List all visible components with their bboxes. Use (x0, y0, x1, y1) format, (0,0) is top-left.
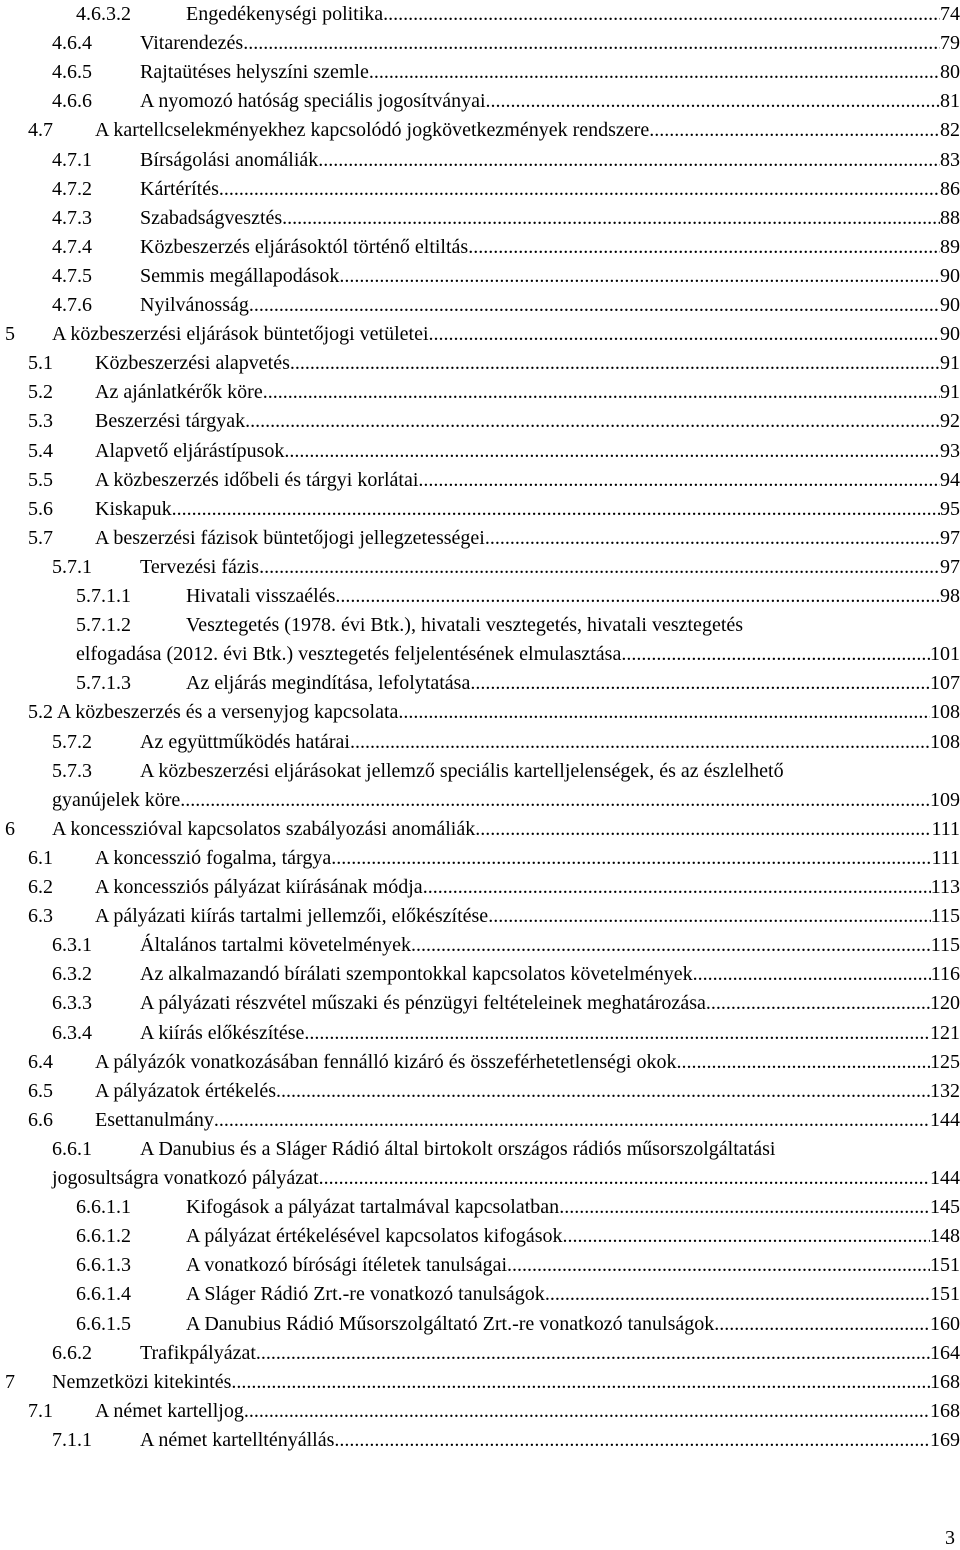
toc-page-number: 88 (940, 206, 960, 229)
toc-entry[interactable] (0, 669, 960, 698)
toc-number: 6.3 (28, 905, 53, 928)
toc-page-number: 91 (940, 352, 960, 375)
toc-title: Beszerzési tárgyak (95, 410, 246, 433)
toc-page-number: 120 (930, 992, 960, 1015)
toc-page-number: 98 (940, 585, 960, 607)
toc-number: 5.7 (28, 526, 53, 549)
toc-number: 6.6.1.4 (76, 1283, 131, 1306)
toc-title: 5.2 A közbeszerzés és a versenyjog kapcsolata (28, 701, 399, 724)
toc-leader-dots (180, 786, 930, 815)
toc-page-number: 93 (940, 439, 960, 462)
toc-title: A beszerzési fázisok büntetőjogi jellegzetességei (95, 526, 485, 549)
toc-title: gyanújelek köre (52, 788, 181, 811)
toc-leader-dots (331, 844, 931, 873)
toc-title: A közbeszerzés időbeli és tárgyi korlátai (95, 468, 419, 491)
toc-leader-dots (545, 1280, 930, 1309)
toc-page-number: 168 (930, 1399, 960, 1422)
toc-number: 4.7.5 (52, 264, 92, 287)
toc-entry[interactable] (0, 349, 960, 378)
toc-number: 6.6.1.2 (76, 1225, 131, 1248)
toc-title: Esettanulmány (95, 1108, 214, 1131)
toc-leader-dots (485, 524, 940, 553)
toc-title: A nyomozó hatóság speciális jogosítványai (140, 90, 486, 113)
toc-page-number: 107 (930, 672, 960, 695)
toc-title: Közbeszerzési alapvetés (95, 352, 290, 375)
toc-leader-dots (621, 640, 930, 669)
toc-page-number: 132 (930, 1079, 960, 1102)
toc-page-number: 90 (940, 294, 960, 316)
toc-title: A német kartelltényállás (140, 1428, 335, 1451)
toc-entry[interactable] (0, 524, 960, 553)
toc-number: 4.7.2 (52, 177, 92, 200)
toc-leader-dots (423, 873, 931, 902)
toc-title: A Danubius Rádió Műsorszolgáltató Zrt.-re vonatkozó tanulságok (186, 1312, 715, 1335)
toc-leader-dots (398, 698, 930, 727)
toc-title: A koncessziós pályázat kiírásának módja (95, 876, 423, 898)
toc-number: 5.1 (28, 352, 53, 375)
toc-leader-dots (256, 1339, 930, 1368)
toc-entry[interactable] (0, 931, 960, 960)
toc-entry[interactable] (0, 1310, 960, 1339)
toc-leader-dots (507, 1251, 930, 1280)
toc-entry[interactable] (0, 495, 960, 524)
toc-leader-dots (475, 815, 931, 844)
toc-page-number: 116 (930, 963, 960, 986)
toc-leader-dots (259, 553, 940, 582)
toc-leader-dots (676, 1048, 930, 1077)
toc-number: 5.7.1.2 (76, 614, 131, 637)
toc-page-number: 160 (930, 1312, 960, 1335)
toc-number: 6.6.1.3 (76, 1254, 131, 1277)
toc-number: 6.3.1 (52, 934, 92, 957)
toc-entry[interactable] (0, 1019, 960, 1048)
toc-number: 5.4 (28, 439, 53, 462)
toc-title: Kiskapuk (95, 497, 172, 520)
toc-page-number: 111 (931, 817, 960, 840)
toc-number: 6.6 (28, 1108, 53, 1131)
toc-entry[interactable] (0, 989, 960, 1018)
toc-entry[interactable] (0, 204, 960, 233)
toc-entry[interactable] (0, 175, 960, 204)
toc-title: A pályázati kiírás tartalmi jellemzői, előkészítése (95, 905, 489, 928)
toc-leader-dots (563, 1222, 930, 1251)
toc-entry[interactable] (0, 87, 960, 116)
toc-number: 4.7.3 (52, 206, 92, 229)
toc-entry[interactable] (0, 960, 960, 989)
toc-number: 4.7 (28, 119, 53, 142)
toc-leader-dots (276, 1077, 930, 1106)
toc-leader-dots (335, 582, 940, 611)
toc-title: Általános tartalmi követelmények (140, 934, 412, 957)
toc-number: 6.2 (28, 876, 53, 898)
toc-title: Alapvető eljárástípusok (95, 439, 285, 462)
toc-title: Hivatali visszaélés (186, 585, 336, 607)
toc-title: Engedékenységi politika (186, 3, 384, 25)
toc-number: 4.6.3.2 (76, 3, 131, 25)
toc-entry[interactable] (0, 728, 960, 757)
toc-title: Az együttműködés határai (140, 730, 350, 753)
toc-leader-dots (244, 1397, 930, 1426)
toc-title: Az ajánlatkérők köre (95, 381, 263, 404)
toc-number: 5.7.1.3 (76, 672, 131, 695)
toc-entry[interactable] (0, 698, 960, 727)
toc-page-number: 111 (931, 846, 960, 869)
toc-title: Nemzetközi kitekintés (52, 1370, 232, 1393)
toc-leader-dots (470, 669, 930, 698)
toc-title: A pályázatok értékelés (95, 1079, 277, 1102)
toc-page-number: 97 (940, 555, 960, 578)
toc-number: 4.6.5 (52, 61, 92, 84)
toc-title: Kártérítés (140, 177, 219, 200)
toc-entry[interactable] (0, 553, 960, 582)
toc-page-number: 92 (940, 410, 960, 433)
toc-leader-dots (486, 87, 941, 116)
toc-leader-dots (245, 407, 940, 436)
toc-leader-dots (383, 0, 940, 29)
toc-title: Semmis megállapodások (140, 264, 340, 287)
toc-page-number: 80 (940, 61, 960, 84)
toc-title: Rajtaütéses helyszíni szemle (140, 61, 369, 84)
toc-entry[interactable] (0, 1368, 960, 1397)
toc-leader-dots (219, 175, 940, 204)
toc-leader-dots (418, 466, 940, 495)
toc-entry[interactable] (0, 116, 960, 145)
toc-page-number: 113 (930, 876, 960, 898)
toc-number: 6.6.2 (52, 1341, 92, 1364)
toc-leader-dots (290, 349, 940, 378)
toc-title: Kifogások a pályázat tartalmával kapcsolatban (186, 1196, 560, 1219)
toc-title: Közbeszerzés eljárásoktól történő eltiltás (140, 235, 469, 258)
toc-entry[interactable] (0, 320, 960, 349)
toc-page-number: 90 (940, 323, 960, 346)
toc-entry[interactable] (0, 1077, 960, 1106)
toc-title: Az eljárás megindítása, lefolytatása (186, 672, 471, 695)
toc-number: 7.1 (28, 1399, 53, 1422)
toc-page-number: 169 (930, 1428, 960, 1451)
toc-title: A kartellcselekményekhez kapcsolódó jogkövetkezmények rendszere (95, 119, 650, 142)
toc-entry[interactable] (0, 437, 960, 466)
toc-number: 5.5 (28, 468, 53, 491)
toc-entry[interactable] (0, 1106, 960, 1135)
toc-number: 6.6.1.1 (76, 1196, 131, 1219)
toc-leader-dots (649, 116, 940, 145)
toc-page-number: 125 (930, 1050, 960, 1073)
toc-number: 6.1 (28, 846, 53, 869)
toc-entry[interactable] (0, 146, 960, 175)
toc-leader-dots (243, 29, 940, 58)
toc-title: jogosultságra vonatkozó pályázat (52, 1166, 319, 1189)
toc-entry[interactable] (0, 815, 960, 844)
toc-page-number: 168 (930, 1370, 960, 1393)
toc-title: Szabadságvesztés (140, 206, 283, 229)
toc-number: 4.6.6 (52, 90, 92, 113)
toc-leader-dots (369, 58, 940, 87)
toc-title: A német kartelljog (95, 1399, 244, 1422)
toc-entry[interactable] (0, 233, 960, 262)
toc-entry[interactable] (0, 262, 960, 291)
toc-page-number: 151 (930, 1283, 960, 1306)
toc-leader-dots (263, 378, 940, 407)
toc-page-number: 164 (930, 1341, 960, 1364)
toc-page-number: 115 (930, 905, 960, 928)
toc-leader-dots (249, 291, 940, 320)
toc-page-number: 109 (930, 788, 960, 811)
toc-leader-dots (411, 931, 931, 960)
toc-entry[interactable] (0, 466, 960, 495)
toc-leader-dots (319, 1164, 930, 1193)
toc-title: A közbeszerzési eljárások büntetőjogi vetületei (52, 323, 429, 346)
toc-title: Bírságolási anomáliák (140, 148, 319, 171)
toc-leader-dots (304, 1019, 930, 1048)
toc-entry[interactable] (0, 291, 960, 320)
toc-title: A kiírás előkészítése (140, 1021, 305, 1044)
toc-entry[interactable] (0, 873, 960, 902)
toc-page-number: 145 (930, 1196, 960, 1219)
toc-title: Az alkalmazandó bírálati szempontokkal kapcsolatos követelmények (140, 963, 693, 986)
toc-title: A Sláger Rádió Zrt.-re vonatkozó tanulságok (186, 1283, 545, 1306)
toc-page-number: 115 (930, 934, 960, 957)
toc-entry[interactable] (0, 1251, 960, 1280)
toc-title: A koncesszió fogalma, tárgya (95, 846, 332, 869)
toc-entry[interactable] (0, 1193, 960, 1222)
toc-number: 6.4 (28, 1050, 53, 1073)
toc-page-number: 90 (940, 264, 960, 287)
toc-page-number: 79 (940, 32, 960, 55)
toc-title: A pályázati részvétel műszaki és pénzügyi feltételeinek meghatározása (140, 992, 706, 1015)
toc-leader-dots (334, 1426, 930, 1455)
toc-title: Vitarendezés (140, 32, 244, 55)
toc-entry[interactable] (0, 58, 960, 87)
toc-page-number: 81 (940, 90, 960, 113)
toc-number: 6.3.3 (52, 992, 92, 1015)
toc-leader-dots (214, 1106, 930, 1135)
toc-entry[interactable] (0, 0, 960, 29)
toc-page-number: 148 (930, 1225, 960, 1248)
toc-entry[interactable] (0, 29, 960, 58)
toc-entry[interactable] (0, 844, 960, 873)
toc-page-number: 91 (940, 381, 960, 404)
toc-number: 6.6.1 (52, 1137, 92, 1160)
toc-number: 5 (5, 323, 15, 346)
toc-page-number: 151 (930, 1254, 960, 1277)
toc-title: elfogadása (2012. évi Btk.) vesztegetés feljelentésének elmulasztása (76, 643, 622, 666)
toc-page-number: 101 (930, 643, 960, 666)
toc-number: 5.7.2 (52, 730, 92, 753)
toc-leader-dots (350, 728, 930, 757)
toc-page-number: 108 (930, 701, 960, 724)
toc-entry[interactable] (0, 378, 960, 407)
toc-title: A pályázat értékelésével kapcsolatos kifogások (186, 1225, 563, 1248)
toc-entry[interactable] (0, 1280, 960, 1309)
toc-entry[interactable] (0, 1048, 960, 1077)
toc-leader-dots (231, 1368, 930, 1397)
toc-title: A koncesszióval kapcsolatos szabályozási anomáliák (52, 817, 476, 840)
toc-number: 6.3.4 (52, 1021, 92, 1044)
toc-page-number: 121 (930, 1021, 960, 1044)
toc-entry[interactable] (0, 902, 960, 931)
toc-title: A Danubius és a Sláger Rádió által birtokolt országos rádiós műsorszolgáltatási (140, 1137, 776, 1160)
toc-page-number: 95 (940, 497, 960, 520)
toc-number: 5.7.1 (52, 555, 92, 578)
toc-title: Nyilvánosság (140, 294, 249, 316)
toc-leader-dots (429, 320, 940, 349)
toc-number: 5.6 (28, 497, 53, 520)
toc-number: 4.6.4 (52, 32, 92, 55)
toc-number: 4.7.4 (52, 235, 92, 258)
toc-number: 4.7.1 (52, 148, 92, 171)
toc-page-number: 97 (940, 526, 960, 549)
toc-number: 6.5 (28, 1079, 53, 1102)
toc-entry[interactable] (0, 582, 960, 611)
toc-entry[interactable] (0, 757, 960, 815)
toc-page-number: 108 (930, 730, 960, 753)
toc-number: 6.3.2 (52, 963, 92, 986)
toc-title: Vesztegetés (1978. évi Btk.), hivatali vesztegetés, hivatali vesztegetés (186, 614, 744, 637)
toc-leader-dots (318, 146, 940, 175)
toc-leader-dots (693, 960, 931, 989)
toc-number: 6 (5, 817, 15, 840)
toc-page-number: 144 (930, 1166, 960, 1189)
toc-leader-dots (488, 902, 931, 931)
toc-entry[interactable] (0, 611, 960, 669)
toc-number: 7.1.1 (52, 1428, 92, 1451)
toc-leader-dots (714, 1310, 930, 1339)
toc-entry[interactable] (0, 1339, 960, 1368)
toc-entry[interactable] (0, 1397, 960, 1426)
toc-page-number: 86 (940, 177, 960, 200)
toc-leader-dots (172, 495, 940, 524)
toc-number: 6.6.1.5 (76, 1312, 131, 1335)
toc-number: 4.7.6 (52, 294, 92, 316)
toc-title: Trafikpályázat (140, 1341, 256, 1364)
toc-leader-dots (284, 437, 940, 466)
toc-page-number: 144 (930, 1108, 960, 1131)
toc-number: 7 (5, 1370, 15, 1393)
toc-number: 5.7.1.1 (76, 585, 131, 607)
toc-entry[interactable] (0, 1135, 960, 1193)
toc-page-number: 83 (940, 148, 960, 171)
toc-leader-dots (282, 204, 940, 233)
page-number: 3 (945, 1527, 955, 1549)
toc-page-number: 89 (940, 235, 960, 258)
toc-title: A vonatkozó bírósági ítéletek tanulságai (186, 1254, 508, 1277)
toc-leader-dots (339, 262, 940, 291)
toc-title: A pályázók vonatkozásában fennálló kizáró és összeférhetetlenségi okok (95, 1050, 677, 1073)
toc-title: A közbeszerzési eljárásokat jellemző speciális kartelljelenségek, és az észlelhető (140, 759, 784, 782)
toc-number: 5.7.3 (52, 759, 92, 782)
toc-leader-dots (706, 989, 930, 1018)
toc-page-number: 94 (940, 468, 960, 491)
toc-entry[interactable] (0, 407, 960, 436)
toc-entry[interactable] (0, 1222, 960, 1251)
toc-leader-dots (468, 233, 940, 262)
toc-number: 5.2 (28, 381, 53, 404)
toc-entry[interactable] (0, 1426, 960, 1455)
toc-number: 5.3 (28, 410, 53, 433)
toc-page-number: 74 (940, 3, 960, 25)
toc-title: Tervezési fázis (140, 555, 260, 578)
toc-page-number: 82 (940, 119, 960, 142)
toc-leader-dots (559, 1193, 930, 1222)
